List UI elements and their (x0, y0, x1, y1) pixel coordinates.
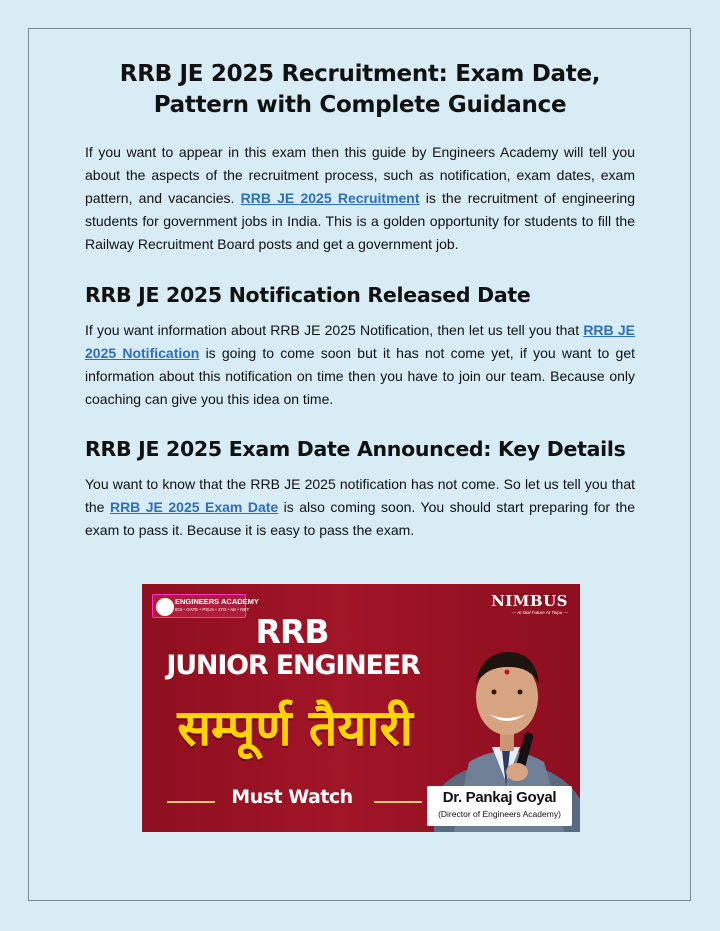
presenter-name: Dr. Pankaj Goyal (442, 789, 557, 806)
article (85, 59, 635, 542)
logo-title: ENGINEERS ACADEMY (175, 597, 259, 606)
intro-text-after: is the recruitment of engineering students for government jobs in India. This is a golden opportunity for students to fill the Railway Recruitment Board posts and get a government job. (85, 190, 635, 252)
notification-text-before: If you want information about RRB JE 2025 Notification, then let us tell you that (85, 322, 584, 338)
exam-date-heading: RRB JE 2025 Exam Date Announced: Key Details (85, 437, 626, 461)
presenter-name-card (427, 786, 572, 826)
divider-right (374, 801, 422, 803)
exam-date-link[interactable]: RRB JE 2025 Exam Date (109, 499, 279, 515)
banner-hindi-text: सम्पूर्ण तैयारी (177, 699, 413, 757)
exam-date-paragraph (85, 473, 635, 542)
nimbus-logo: NIMBUS (491, 592, 568, 610)
banner-junior-engineer-text: JUNIOR ENGINEER (166, 650, 420, 681)
page-frame (28, 28, 691, 901)
notification-paragraph (85, 319, 635, 411)
notification-text-after: is going to come soon but it has not come yet, if you want to get information about this notification on time then you have to join our team. Because only coaching can give you this idea on time. (85, 345, 635, 407)
presenter-role: (Director of Engineers Academy) (438, 809, 561, 819)
recruitment-link[interactable]: RRB JE 2025 Recruitment (240, 190, 420, 206)
logo-subtitle: IES • GATE • PSUs • JTO • AE • NET (175, 607, 250, 612)
banner-rrb-text: RRB (255, 612, 329, 651)
exam-date-text-after: is also coming soon. You should start preparing for the exam to pass it. Because it is easy to pass the exam. (85, 499, 635, 538)
promo-banner-image (142, 584, 580, 832)
notification-heading: RRB JE 2025 Notification Released Date (85, 283, 531, 307)
notification-link[interactable]: RRB JE 2025 Notification (85, 322, 635, 361)
page-title: RRB JE 2025 Recruitment: Exam Date, Pattern with Complete Guidance (119, 61, 601, 118)
exam-date-text-before: You want to know that the RRB JE 2025 notification has not come. So let us tell you that the (85, 476, 635, 515)
must-watch-text: Must Watch (231, 786, 353, 808)
intro-text-before: If you want to appear in this exam then this guide by Engineers Academy will tell you about the aspects of the recruitment process, such as notification, exam dates, exam pattern, and vacancies. (85, 144, 635, 206)
intro-paragraph (85, 141, 635, 256)
nimbus-tagline: — At Dial Future At Teipu — (511, 610, 568, 615)
